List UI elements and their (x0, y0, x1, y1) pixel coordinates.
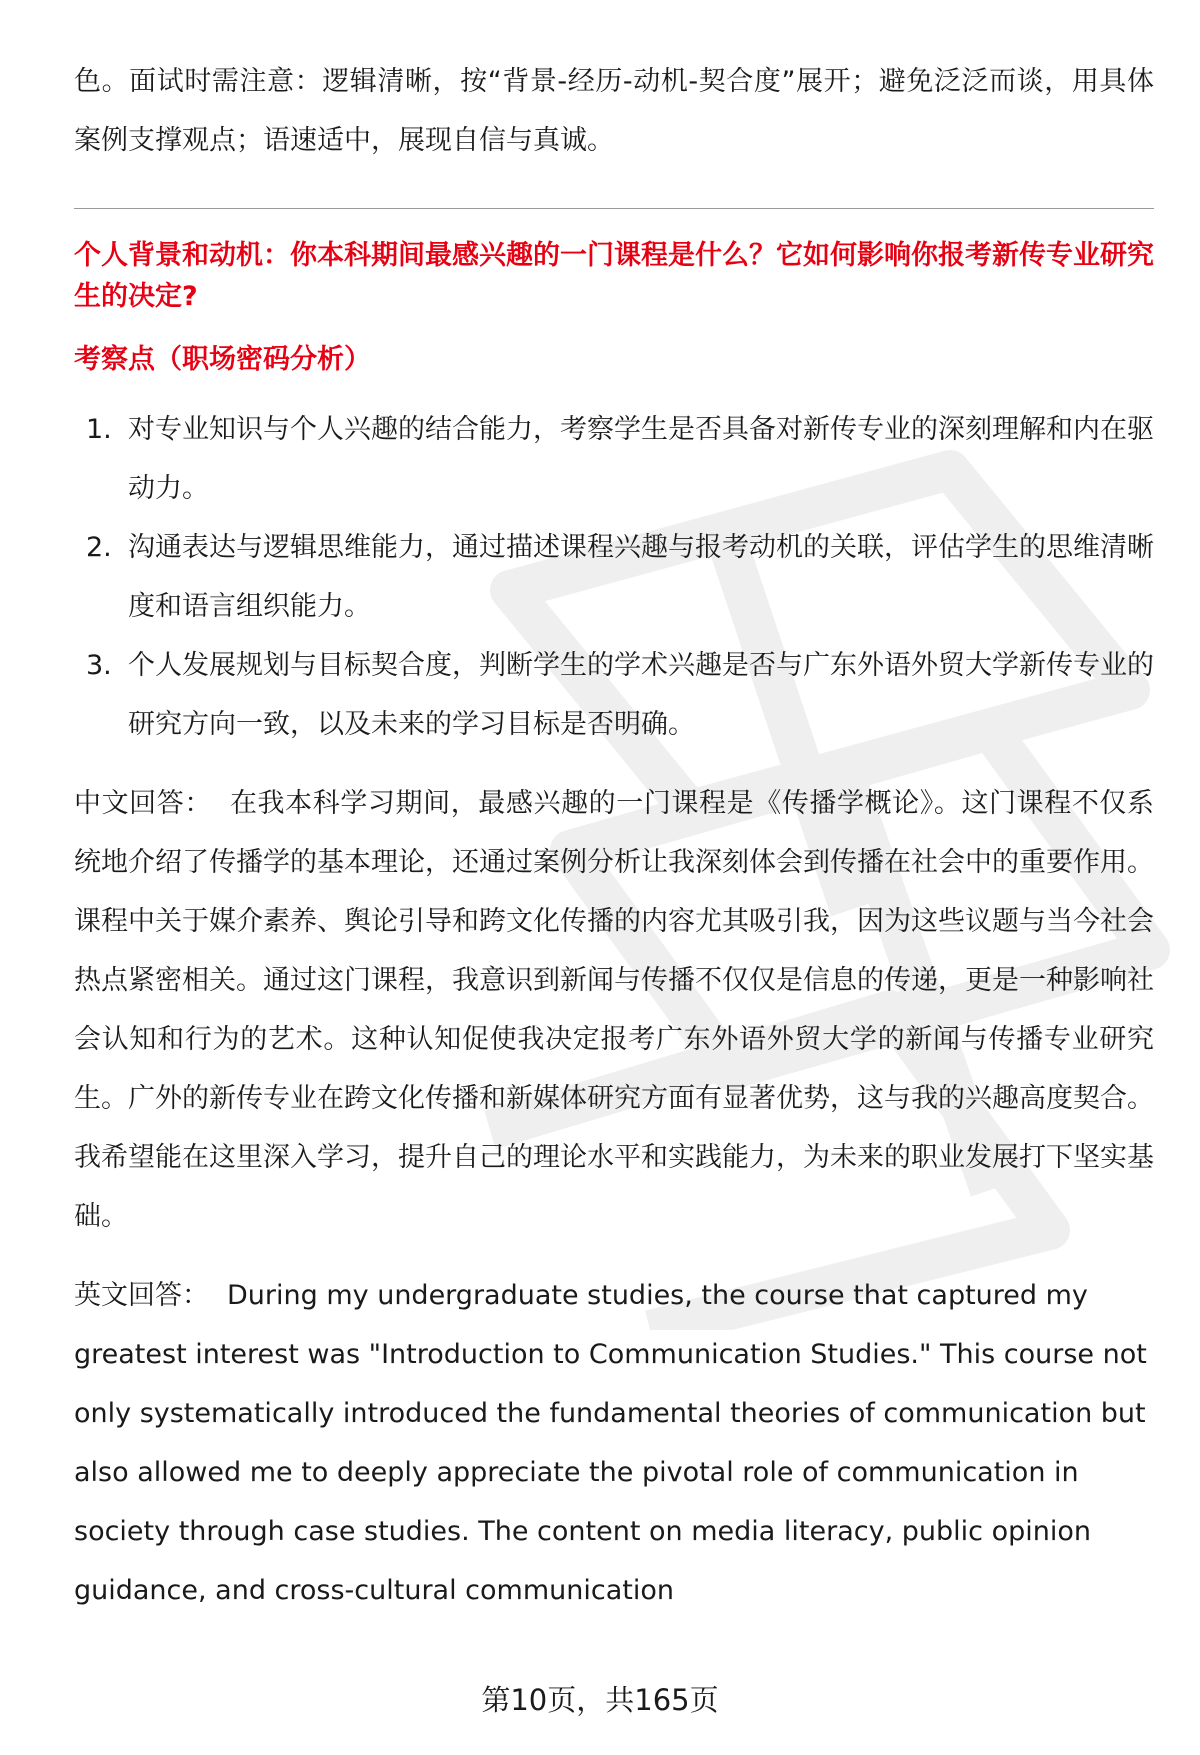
section-divider (74, 208, 1154, 209)
english-answer (74, 1266, 1154, 1620)
intro-paragraph: 色。面试时需注意：逻辑清晰，按“背景-经历-动机-契合度”展开；避免泛泛而谈，用具体案例支撑观点；语速适中，展现自信与真诚。 (74, 66, 1154, 156)
chinese-answer-text: 在我本科学习期间，最感兴趣的一门课程是《传播学概论》。这门课程不仅系统地介绍了传播学的基本理论，还通过案例分析让我深刻体会到传播在社会中的重要作用。课程中关于媒介素养、舆论引导和跨文化传播的内容尤其吸引我，因为这些议题与当今社会热点紧密相关。通过这门课程，我意识到新闻与传播不仅仅是信息的传递，更是一种影响社会认知和行为的艺术。这种认知促使我决定报考广东外语外贸大学的新闻与传播专业研究生。广外的新传专业在跨文化传播和新媒体研究方面有显著优势，这与我的兴趣高度契合。我希望能在这里深入学习，提升自己的理论水平和实践能力，为未来的职业发展打下坚实基础。 (74, 788, 1155, 1232)
english-answer-text: During my undergraduate studies, the course that captured my greatest interest was "Introduction to Communication Studies." This course not only systematically introduced the fundamental theories of communication but also allowed me to deeply appreciate the pivotal role of communication in society through case studies. The content on media literacy, public opinion guidance, and cross-cultural communication (74, 1280, 1147, 1606)
list-item-text: 沟通表达与逻辑思维能力，通过描述课程兴趣与报考动机的关联，评估学生的思维清晰度和语言组织能力。 (128, 532, 1154, 622)
assessment-point-2 (74, 518, 1154, 636)
chinese-answer (74, 774, 1154, 1246)
document-page (74, 52, 1154, 1640)
list-number: 2. (86, 532, 112, 563)
page-footer: 第10页，共165页 (481, 1683, 719, 1717)
assessment-list (74, 400, 1154, 754)
list-number: 1. (86, 414, 112, 445)
assessment-heading: 考察点（职场密码分析） (74, 344, 371, 375)
list-item-text: 对专业知识与个人兴趣的结合能力，考察学生是否具备对新传专业的深刻理解和内在驱动力。 (128, 414, 1154, 504)
english-answer-label: 英文回答： (74, 1280, 209, 1311)
assessment-point-1 (74, 400, 1154, 518)
list-number: 3. (86, 650, 112, 681)
chinese-answer-label: 中文回答： (74, 788, 212, 819)
interview-question: 个人背景和动机：你本科期间最感兴趣的一门课程是什么？它如何影响你报考新传专业研究生的决定? (74, 240, 1154, 312)
assessment-point-3 (74, 636, 1154, 754)
list-item-text: 个人发展规划与目标契合度，判断学生的学术兴趣是否与广东外语外贸大学新传专业的研究方向一致，以及未来的学习目标是否明确。 (128, 650, 1154, 740)
